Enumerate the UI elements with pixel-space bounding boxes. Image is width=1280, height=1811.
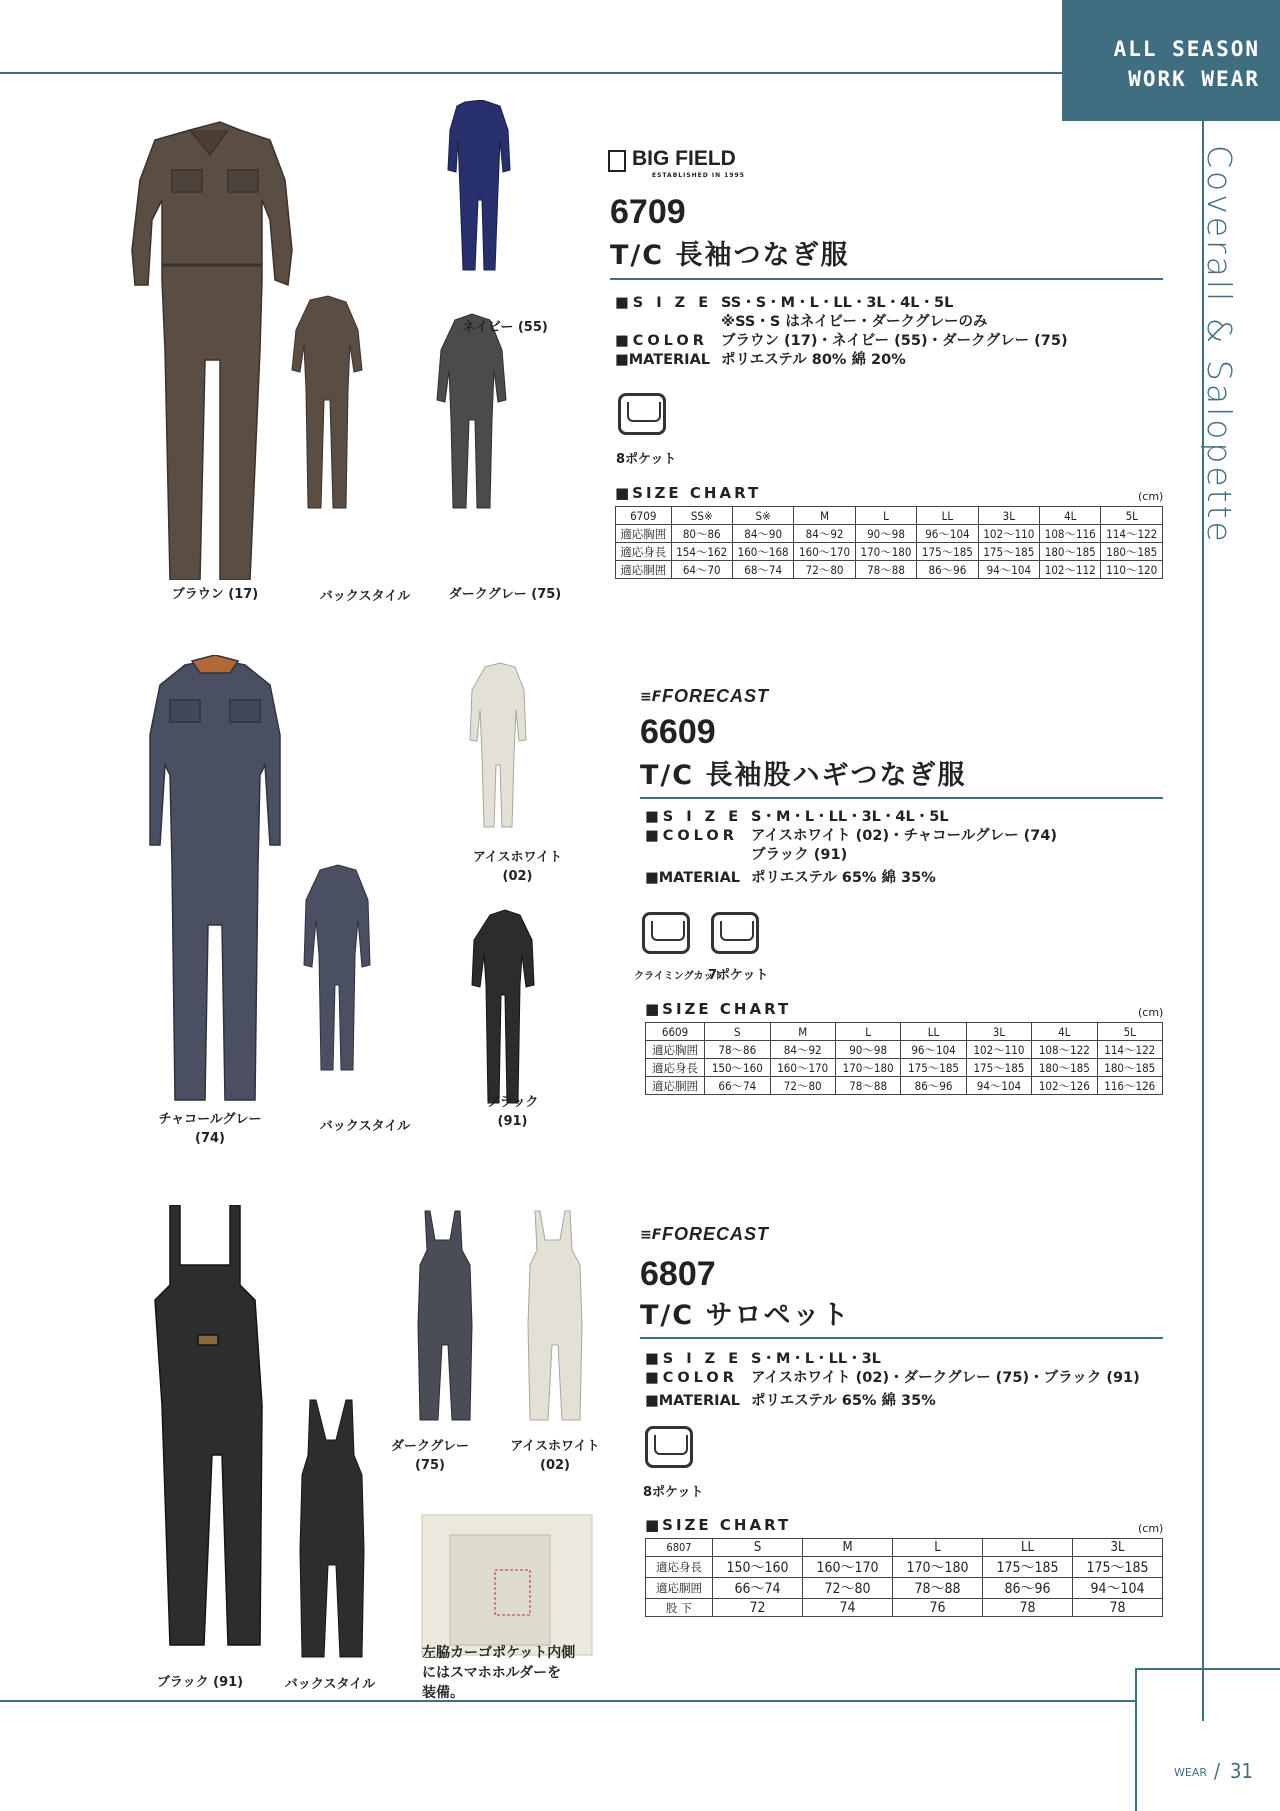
spec-material: ■MATERIAL ポリエステル 80% 綿 20% xyxy=(615,352,906,368)
size-chart-6807 xyxy=(645,1538,1163,1617)
specs-6709 xyxy=(615,294,1068,370)
table-cell: SS※ xyxy=(671,507,732,525)
table-row xyxy=(646,1539,1163,1557)
pocket-label-6807: 8ポケット xyxy=(643,1485,704,1500)
table-cell: 適応身長 xyxy=(616,543,672,561)
spec-size: ■S I Z E S・M・L・LL・3L xyxy=(645,1351,881,1367)
table-cell: 64～70 xyxy=(671,561,732,579)
charcoal-coverall-image xyxy=(150,655,280,1100)
caption-black-91 xyxy=(450,1093,575,1131)
caption-icewhite-code: (02) xyxy=(540,1458,570,1473)
icewhite-coverall-image xyxy=(470,663,526,827)
table-cell: 114～122 xyxy=(1101,525,1163,543)
forecast-logo-icon: ≡F xyxy=(640,1227,662,1243)
size-chart-unit-6807: (cm) xyxy=(1138,1522,1164,1535)
table-cell: 80～86 xyxy=(671,525,732,543)
brand-forecast-6609: FORECAST xyxy=(662,686,769,706)
specs-6807 xyxy=(645,1350,1140,1411)
caption-charcoal-label: チャコールグレー xyxy=(158,1112,262,1127)
table-cell: 114～122 xyxy=(1097,1041,1162,1059)
caption-icewhite-code: (02) xyxy=(502,869,533,884)
caption-black-91-sal: ブラック (91) xyxy=(156,1675,244,1690)
table-row xyxy=(616,507,1163,525)
pocket-label-6709: 8ポケット xyxy=(616,452,677,467)
table-cell: 適応胴囲 xyxy=(646,1077,705,1095)
forecast-logo-icon: ≡F xyxy=(640,689,662,705)
table-cell: L xyxy=(835,1023,900,1041)
table-cell: 170～180 xyxy=(835,1059,900,1077)
brand-bigfield: BIG FIELD xyxy=(632,147,736,170)
navy-coverall-image xyxy=(448,100,510,270)
table-row xyxy=(646,1023,1163,1041)
table-cell: S xyxy=(705,1023,770,1041)
table-cell: 72 xyxy=(713,1599,803,1617)
caption-black-code: (91) xyxy=(497,1114,528,1129)
pocket-icon xyxy=(645,1426,693,1468)
table-cell: 適応胴囲 xyxy=(616,561,672,579)
table-cell: 94～104 xyxy=(966,1077,1031,1095)
table-row xyxy=(616,543,1163,561)
caption-icewhite-02-sal xyxy=(495,1437,615,1475)
table-cell: 適応胸囲 xyxy=(646,1041,705,1059)
pocket-label-6609: 7ポケット xyxy=(708,968,769,983)
brown-back-image xyxy=(292,296,362,508)
product-code-6609: 6609 xyxy=(640,713,716,751)
table-cell: 適応身長 xyxy=(646,1557,713,1578)
page-number: 31 xyxy=(1230,1759,1253,1783)
size-chart-unit-6609: (cm) xyxy=(1138,1006,1164,1019)
table-cell: 78～86 xyxy=(705,1041,770,1059)
pocket-note-line2: にはスマホホルダーを xyxy=(422,1665,562,1681)
table-row xyxy=(646,1059,1163,1077)
table-cell: 175～185 xyxy=(966,1059,1031,1077)
table-cell: 86～96 xyxy=(983,1578,1073,1599)
table-cell: 180～185 xyxy=(1097,1059,1162,1077)
table-cell: 74 xyxy=(803,1599,893,1617)
caption-back-style-6807: バックスタイル xyxy=(284,1677,376,1692)
table-row xyxy=(616,561,1163,579)
caption-navy-55: ネイビー (55) xyxy=(462,320,548,335)
table-cell: 102～110 xyxy=(966,1041,1031,1059)
table-cell: 適応胸囲 xyxy=(616,525,672,543)
caption-darkgray-label: ダークグレー xyxy=(390,1439,469,1454)
table-row xyxy=(646,1557,1163,1578)
table-cell: 3L xyxy=(978,507,1039,525)
spec-size-note: ※SS・S はネイビー・ダークグレーのみ xyxy=(721,314,988,330)
black-coverall-image xyxy=(472,910,534,1103)
table-cell: 適応身長 xyxy=(646,1059,705,1077)
caption-icewhite-label: アイスホワイト xyxy=(472,850,563,865)
table-row xyxy=(616,525,1163,543)
product-rule-6709 xyxy=(610,278,1163,280)
table-cell: 5L xyxy=(1097,1023,1162,1041)
table-cell: 175～185 xyxy=(983,1557,1073,1578)
table-cell: 180～185 xyxy=(1032,1059,1097,1077)
cargo-pocket-closeup-image xyxy=(422,1515,592,1655)
table-cell: 175～185 xyxy=(901,1059,966,1077)
brand-bigfield-sub: ESTABLISHED IN 1995 xyxy=(652,172,745,179)
table-cell: 76 xyxy=(893,1599,983,1617)
table-cell: 84～92 xyxy=(794,525,855,543)
pocket-icon xyxy=(711,912,759,954)
charcoal-back-image xyxy=(304,865,370,1070)
table-cell: 175～185 xyxy=(917,543,978,561)
table-cell: 94～104 xyxy=(978,561,1039,579)
table-cell: S xyxy=(713,1539,803,1557)
table-cell: 5L xyxy=(1101,507,1163,525)
table-cell: 94～104 xyxy=(1072,1578,1162,1599)
size-chart-6609 xyxy=(645,1022,1163,1095)
table-cell: 4L xyxy=(1032,1023,1097,1041)
table-cell: L xyxy=(893,1539,983,1557)
black-back-salopette-image xyxy=(300,1400,364,1657)
table-cell: 150～160 xyxy=(713,1557,803,1578)
product-photos-6609 xyxy=(130,655,570,1125)
table-row xyxy=(646,1599,1163,1617)
table-cell: 160～170 xyxy=(803,1557,893,1578)
table-cell: 6709 xyxy=(616,507,672,525)
table-cell: 108～122 xyxy=(1032,1041,1097,1059)
product-rule-6609 xyxy=(640,797,1163,799)
table-cell: 78 xyxy=(983,1599,1073,1617)
table-cell: 3L xyxy=(966,1023,1031,1041)
caption-charcoal-code: (74) xyxy=(195,1131,225,1146)
size-chart-unit-6709: (cm) xyxy=(1138,490,1164,503)
table-cell: 股 下 xyxy=(646,1599,713,1617)
top-rule xyxy=(0,72,1064,74)
table-cell: 6807 xyxy=(646,1539,713,1557)
table-cell: 108～116 xyxy=(1040,525,1101,543)
specs-6609 xyxy=(645,808,1057,888)
table-cell: 170～180 xyxy=(893,1557,983,1578)
caption-icewhite-label: アイスホワイト xyxy=(510,1439,600,1454)
table-cell: 180～185 xyxy=(1040,543,1101,561)
spec-color: ■COLOR アイスホワイト (02)・チャコールグレー (74) xyxy=(645,828,1058,844)
spec-color: ■COLOR ブラウン (17)・ネイビー (55)・ダークグレー (75) xyxy=(615,333,1068,349)
darkgray-salopette-image xyxy=(418,1211,472,1420)
table-cell: 72～80 xyxy=(794,561,855,579)
table-cell: 72～80 xyxy=(803,1578,893,1599)
darkgray-coverall-image xyxy=(437,314,506,508)
side-title: Coverall & Salopette xyxy=(1200,145,1239,545)
season-tag-line1: ALL SEASON xyxy=(1113,37,1260,61)
product-name-6709: T/C 長袖つなぎ服 xyxy=(610,240,850,271)
footer-label: WEAR xyxy=(1174,1766,1207,1779)
table-cell: M xyxy=(770,1023,835,1041)
season-tag-line2: WORK WEAR xyxy=(1128,67,1260,91)
spec-size: ■S I Z E S・M・L・LL・3L・4L・5L xyxy=(645,809,949,825)
table-cell: 116～126 xyxy=(1097,1077,1162,1095)
spec-size: ■S I Z E SS・S・M・L・LL・3L・4L・5L xyxy=(615,295,954,311)
table-cell: 72～80 xyxy=(770,1077,835,1095)
table-cell: 適応胴囲 xyxy=(646,1578,713,1599)
table-cell: 150～160 xyxy=(705,1059,770,1077)
table-cell: LL xyxy=(901,1023,966,1041)
spec-color-cont: ブラック (91) xyxy=(751,847,848,863)
table-cell: 86～96 xyxy=(901,1077,966,1095)
table-row xyxy=(646,1041,1163,1059)
table-cell: 66～74 xyxy=(713,1578,803,1599)
table-cell: 170～180 xyxy=(855,543,916,561)
caption-darkgray-75-sal xyxy=(380,1437,480,1475)
pocket-note-line3: 装備。 xyxy=(422,1685,464,1701)
bigfield-logo-icon xyxy=(608,150,626,172)
table-cell: 84～90 xyxy=(732,525,793,543)
table-cell: M xyxy=(794,507,855,525)
table-cell: L xyxy=(855,507,916,525)
corner-rule-h xyxy=(1135,1668,1280,1670)
size-chart-title-6609: ■SIZE CHART xyxy=(645,1000,792,1018)
caption-icewhite-02 xyxy=(450,848,585,886)
table-cell: LL xyxy=(917,507,978,525)
caption-back-style-6709: バックスタイル xyxy=(319,589,411,604)
table-cell: 86～96 xyxy=(917,561,978,579)
caption-back-style-6609: バックスタイル xyxy=(319,1119,411,1134)
spec-color: ■COLOR アイスホワイト (02)・ダークグレー (75)・ブラック (91) xyxy=(645,1370,1140,1386)
icewhite-salopette-image xyxy=(528,1211,582,1420)
size-chart-6709 xyxy=(615,506,1163,579)
table-cell: 175～185 xyxy=(1072,1557,1162,1578)
table-row xyxy=(646,1077,1163,1095)
table-cell: 102～110 xyxy=(978,525,1039,543)
table-cell: 3L xyxy=(1072,1539,1162,1557)
table-cell: 160～168 xyxy=(732,543,793,561)
product-rule-6807 xyxy=(640,1337,1163,1339)
table-cell: 4L xyxy=(1040,507,1101,525)
caption-darkgray-75: ダークグレー (75) xyxy=(448,587,562,602)
brown-coverall-image xyxy=(132,122,292,580)
table-cell: 160～170 xyxy=(794,543,855,561)
spec-material: ■MATERIAL ポリエステル 65% 綿 35% xyxy=(645,1393,936,1409)
product-code-6807: 6807 xyxy=(640,1255,716,1293)
caption-darkgray-code: (75) xyxy=(415,1458,445,1473)
table-cell: 90～98 xyxy=(835,1041,900,1059)
climbing-cut-label: クライミングカット xyxy=(634,971,724,982)
table-cell: 110～120 xyxy=(1101,561,1163,579)
product-name-6807: T/C サロペット xyxy=(640,1300,851,1331)
spec-material: ■MATERIAL ポリエステル 65% 綿 35% xyxy=(645,870,936,886)
pocket-note xyxy=(422,1643,575,1703)
product-code-6709: 6709 xyxy=(610,193,686,231)
pocket-icon xyxy=(618,393,666,435)
table-cell: M xyxy=(803,1539,893,1557)
table-cell: 154～162 xyxy=(671,543,732,561)
caption-black-label: ブラック xyxy=(486,1095,539,1110)
table-cell: 84～92 xyxy=(770,1041,835,1059)
table-cell: 175～185 xyxy=(978,543,1039,561)
table-cell: 96～104 xyxy=(901,1041,966,1059)
table-cell: 78 xyxy=(1072,1599,1162,1617)
table-cell: 180～185 xyxy=(1101,543,1163,561)
page-separator: / xyxy=(1214,1759,1221,1783)
climbing-cut-icon xyxy=(642,912,690,954)
black-salopette-image xyxy=(155,1205,262,1645)
table-cell: 102～112 xyxy=(1040,561,1101,579)
table-cell: 96～104 xyxy=(917,525,978,543)
table-row xyxy=(646,1578,1163,1599)
corner-rule-v xyxy=(1135,1668,1137,1811)
size-chart-title-6709: ■SIZE CHART xyxy=(615,484,762,502)
table-cell: 78～88 xyxy=(893,1578,983,1599)
caption-charcoal-74 xyxy=(135,1110,285,1148)
table-cell: 68～74 xyxy=(732,561,793,579)
table-cell: 102～126 xyxy=(1032,1077,1097,1095)
pocket-note-line1: 左脇カーゴポケット内側 xyxy=(422,1645,576,1661)
table-cell: 90～98 xyxy=(855,525,916,543)
season-tag xyxy=(1062,0,1280,121)
brand-forecast-6807: FORECAST xyxy=(662,1224,769,1244)
table-cell: 66～74 xyxy=(705,1077,770,1095)
table-cell: LL xyxy=(983,1539,1073,1557)
table-cell: S※ xyxy=(732,507,793,525)
size-chart-title-6807: ■SIZE CHART xyxy=(645,1516,792,1534)
table-cell: 78～88 xyxy=(855,561,916,579)
table-cell: 6609 xyxy=(646,1023,705,1041)
table-cell: 78～88 xyxy=(835,1077,900,1095)
table-cell: 160～170 xyxy=(770,1059,835,1077)
product-photos-6709 xyxy=(110,100,580,580)
product-name-6609: T/C 長袖股ハギつなぎ服 xyxy=(640,760,967,791)
caption-brown-17: ブラウン (17) xyxy=(171,587,259,602)
